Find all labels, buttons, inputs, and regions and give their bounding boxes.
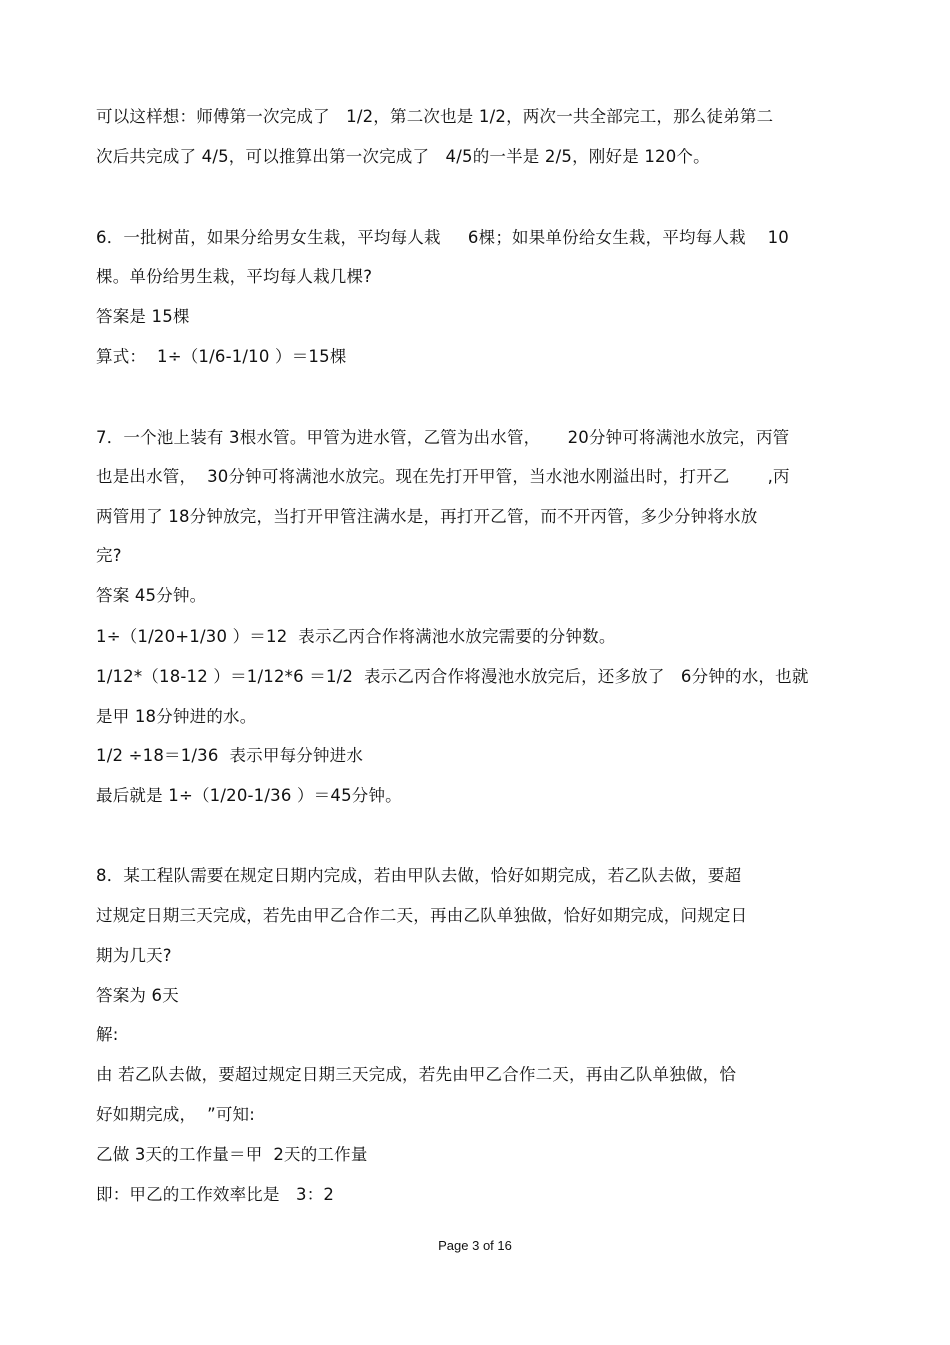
question-6-line: 棵。单份给男生栽，平均每人栽几棵? [96,267,373,286]
question-7-line: 完? [96,546,122,565]
page-number: Page 3 of 16 [438,1238,512,1253]
answer-6: 答案是 15棵 [96,307,190,326]
question-7-line: 也是出水管， 30分钟可将满池水放完。现在先打开甲管，当水池水刚溢出时，打开乙 ,丙 [96,467,790,486]
question-7-line: 7．一个池上装有 3根水管。甲管为进水管，乙管为出水管， 20分钟可将满池水放完，丙管 [96,428,790,447]
question-7-line: 两管用了 18分钟放完，当打开甲管注满水是，再打开乙管，而不开丙管，多少分钟将水放 [96,507,758,526]
solution-7-line: 1/12*（18-12 ）＝1/12*6 ＝1/2 表示乙丙合作将漫池水放完后，还多放了 6分钟的水，也就 [96,667,809,686]
text-line: 次后共完成了 4/5，可以推算出第一次完成了 4/5的一半是 2/5，刚好是 120个。 [96,147,710,166]
solution-8-line: 由 若乙队去做，要超过规定日期三天完成，若先由甲乙合作二天，再由乙队单独做，恰 [96,1065,737,1084]
answer-7: 答案 45分钟。 [96,586,207,605]
solution-7-line: 最后就是 1÷（1/20-1/36 ）＝45分钟。 [96,786,402,805]
solution-8-line: 即：甲乙的工作效率比是 3：2 [96,1185,335,1204]
answer-8: 答案为 6天 [96,986,179,1005]
solution-8-line: 解: [96,1025,119,1044]
solution-7-line: 是甲 18分钟进的水。 [96,707,257,726]
question-8-line: 过规定日期三天完成，若先由甲乙合作二天，再由乙队单独做，恰好如期完成，问规定日 [96,906,748,925]
question-8-line: 期为几天? [96,946,172,965]
solution-8-line: 好如期完成， ”可知: [96,1105,255,1124]
question-6-line: 6．一批树苗，如果分给男女生栽，平均每人栽 6棵；如果单份给女生栽，平均每人栽 10 [96,228,789,247]
question-8-line: 8．某工程队需要在规定日期内完成，若由甲队去做，恰好如期完成，若乙队去做，要超 [96,866,742,885]
formula-6: 算式： 1÷（1/6-1/10 ）＝15棵 [96,347,347,366]
solution-8-line: 乙做 3天的工作量＝甲 2天的工作量 [96,1145,368,1164]
solution-7-line: 1/2 ÷18＝1/36 表示甲每分钟进水 [96,746,364,765]
solution-7-line: 1÷（1/20+1/30 ）＝12 表示乙丙合作将满池水放完需要的分钟数。 [96,627,616,646]
text-line: 可以这样想：师傅第一次完成了 1/2，第二次也是 1/2，两次一共全部完工，那么徒弟第二 [96,107,774,126]
